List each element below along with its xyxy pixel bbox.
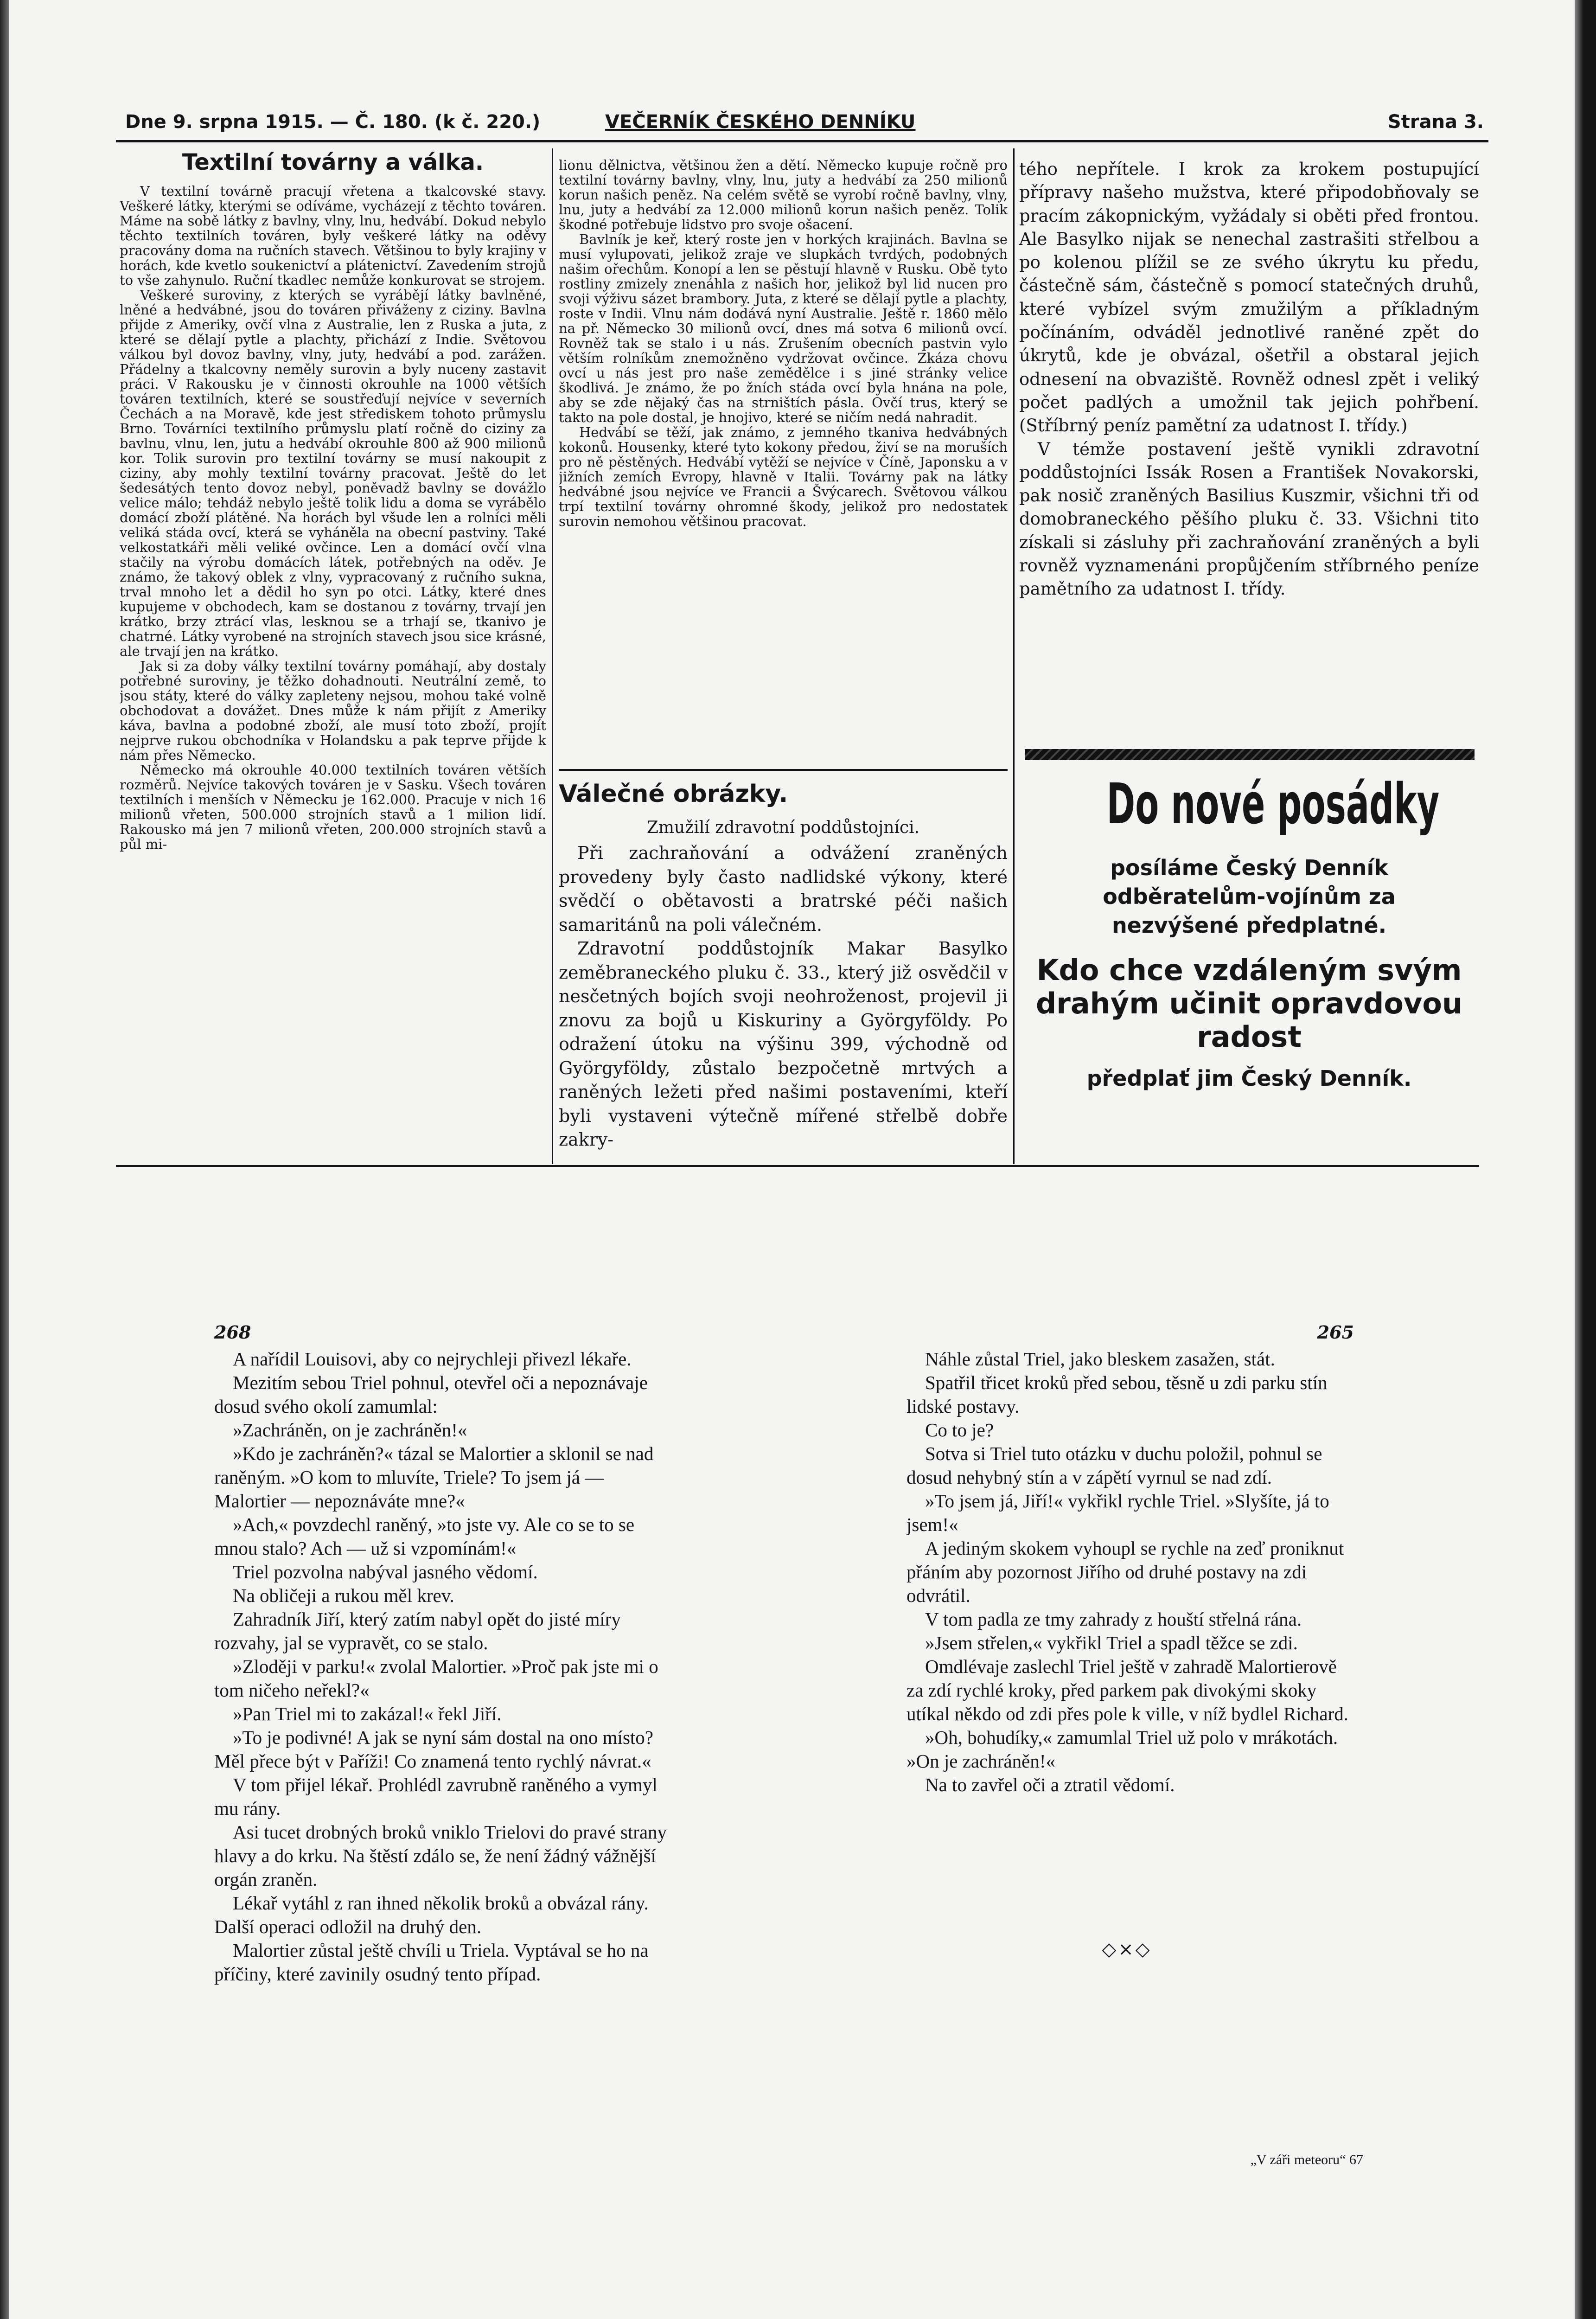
ad-line: radost — [1197, 1020, 1302, 1054]
article-war-pictures — [559, 779, 1008, 1164]
paragraph: Sotva si Triel tuto otázku v duchu položil, pohnul se dosud nehybný stín a v zápětí vyrnul se nad zdí. — [907, 1443, 1322, 1488]
paragraph: Spatřil třicet kroků před sebou, těsně u zdi parku stín lidské postavy. — [907, 1372, 1328, 1417]
article-war-continued — [1019, 158, 1479, 726]
paragraph: Jak si za doby války textilní továrny pomáhají, aby dostaly potřebné suroviny, je těžko dohadnouti. Neutrální země, to jsou státy, které do války zapleteny nejsou, mohou také volně obchodovat a dovážet. Dnes může k nám přijít z Ameriky káva, bavlna a podobné zboží, ale musí toto zboží, projít nejprve rukou obchodníka v Holandsku a pak teprve přijde k nám přes Německo. — [120, 658, 546, 763]
paragraph: »To jsem já, Jiří!« vykřikl rychle Triel. »Slyšíte, já to jsem!« — [907, 1490, 1329, 1535]
ad-line: předplať jim Český Denník. — [1086, 1066, 1412, 1091]
paragraph: »Zachráněn, on je zachráněn!« — [233, 1419, 467, 1441]
paragraph: Lékař vytáhl z ran ihned několik broků a obvázal rány. Další operaci odložil na druhý den. — [214, 1892, 649, 1937]
article-title: Textilní továrny a válka. — [182, 149, 484, 175]
book-footer: „V záři meteoru“ 67 — [1250, 2152, 1363, 2167]
column-rule-1 — [552, 148, 553, 1164]
paragraph: A nařídil Louisovi, aby co nejrychleji přivezl lékaře. — [233, 1348, 632, 1370]
paragraph: Hedvábí se těží, jak známo, z jemného tkaniva hedvábných kokonů. Housenky, které tyto kokony předou, živí se na moruších pro ně pěstěných. Hedvábí vytěží se nejvíce v Číně, Japonsku a v jižních zemích Evropy, hlavně v Italii. Továrny pak na látky hedvábné jsou nejvíce ve Francii a Švýcarech. Světovou válkou trpí textilní továrny ohromné škody, jelikož pro nedostatek surovin nemohou většinou pracovat. — [559, 424, 1008, 529]
paragraph: Náhle zůstal Triel, jako bleskem zasažen, stát. — [925, 1348, 1275, 1370]
book-page-left — [214, 1347, 678, 2164]
subscription-ad — [1019, 770, 1479, 1141]
issue-date: Dne 9. srpna 1915. — Č. 180. (k č. 220.) — [125, 111, 541, 133]
paragraph: »Pan Triel mi to zakázal!« řekl Jiří. — [233, 1703, 502, 1724]
paragraph: »To je podivné! A jak se nyní sám dostal na ono místo? Měl přece být v Paříži! Co znamená tento rychlý návrat.« — [214, 1727, 653, 1772]
page-number: Strana 3. — [1387, 111, 1484, 133]
section-title: Válečné obrázky. — [559, 780, 788, 808]
paragraph: lionu dělnictva, většinou žen a dětí. Německo kupuje ročně pro textilní továrny bavlny, vlny, lnu, juty a hedvábí za 250 milionů korun našich peněz. Na celém světě se vyrobí ročně bavlny, vlny, lnu, juty a hedvábí za 12.000 milionů korun našich peněz. Tolik škodné potřebuje lidstvo pro svoje ošacení. — [559, 158, 1008, 232]
paragraph: »Jsem střelen,« vykřikl Triel a spadl těžce se zdi. — [925, 1632, 1298, 1653]
ornament-divider: ◇⨯◇ — [1102, 1939, 1152, 1960]
paragraph: Zdravotní poddůstojník Makar Basylko zeměbraneckého pluku č. 33., který již osvědčil v nesčetných bojích svoji neohroženost, projevil ji znovu za bojů u Kiskuriny a Györgyföldy. Po odražení útoku na výšinu 399, východně od Györgyföldy, zůstalo bezpočetně mrtvých a raněných ležeti před našimi postaveními, kteří byli vystaveni výtečně mířené střelbě dobře zakry- — [559, 938, 1008, 1150]
paragraph: V témže postavení ještě vynikli zdravotní poddůstojníci Issák Rosen a František Novakorski, pak nosič zraněných Basilius Kuszmir, všichni tři od domobraneckého pěšího pluku č. 33. Všichni tito získali si zásluhy při zachraňování zraněných a byli rovněž vyznamenáni propůjčením stříbrného peníze pamětního za udatnost I. třídy. — [1019, 439, 1479, 599]
ad-line: Kdo chce vzdáleným svým — [1036, 953, 1462, 987]
scan-edge-right — [1575, 0, 1596, 2319]
paragraph: »Zloději v parku!« zvolal Malortier. »Proč pak jste mi o tom ničeho neřekl?« — [214, 1656, 658, 1701]
ad-headline: Do nové posádky — [1106, 772, 1440, 837]
book-page-number-left: 268 — [214, 1322, 251, 1343]
paragraph: Na obličeji a rukou měl krev. — [233, 1585, 454, 1606]
paragraph: Omdlévaje zaslechl Triel ještě v zahradě Malortierově za zdí rychlé kroky, před parkem pak divokými skoky utíkal někdo od zdi přes pole k ville, v níž bydlel Richard. — [907, 1656, 1349, 1724]
article-textile-continued — [559, 158, 1008, 761]
header-rule — [116, 140, 1488, 142]
paragraph: V tom přijel lékař. Prohlédl zavrubně raněného a vymyl mu rány. — [214, 1774, 658, 1819]
scan-edge-left — [0, 0, 9, 2319]
paragraph: »Oh, bohudíky,« zamumlal Triel už polo v mrákotách. »On je zachráněn!« — [907, 1727, 1338, 1772]
paragraph: Co to je? — [925, 1419, 994, 1441]
paragraph: Zahradník Jiří, který zatím nabyl opět do jisté míry rozvahy, jal se vypravět, co se stalo. — [214, 1608, 621, 1653]
newspaper-title: VEČERNÍK ČESKÉHO DENNÍKU — [605, 111, 916, 133]
article-textile-column — [120, 148, 546, 1164]
paragraph: Malortier zůstal ještě chvíli u Triela. Vyptával se ho na příčiny, které zavinily osudný tento případ. — [214, 1940, 649, 1985]
paragraph: Triel pozvolna nabýval jasného vědomí. — [233, 1561, 538, 1582]
ad-line: nezvýšené předplatné. — [1111, 913, 1387, 938]
paragraph: Bavlník je keř, který roste jen v horkých krajinách. Bavlna se musí vylupovati, jelikož zraje ve slupkách tvrdých, podobných našim ořechům. Konopí a len se pěstují hlavně v Rusku. Obě tyto rostliny zmizely znenáhla z našich hor, jelikož byl lid nucen pro svoji výživu sázet brambory. Juta, z které se dělají pytle a plachty, roste v Indii. Vlnu nám dodává nyní Australie. Ještě r. 1860 mělo na př. Německo 30 milionů ovcí, dnes má sotva 6 milionů ovcí. Rovněž tak se stalo i u nás. Zrušením obecních pastvin vylo větším rolníkům znemožněno vydržovat ovčince. Zkáza chovu ovcí u nás jest pro naše zemědělce i s jiné stránky velice škodlivá. Je známo, že po žních stáda ovcí byla hnána na pole, aby se zde nějaký čas na strništích pásla. Ovčí trus, který se takto na pole dostal, je hnojivo, které se ničím nedá nahradit. — [559, 231, 1008, 425]
paragraph: Veškeré suroviny, z kterých se vyrábějí látky bavlněné, lněné a hedvábné, jsou do továren přiváženy z ciziny. Bavlna přijde z Ameriky, ovčí vlna z Australie, len z Ruska a juta, z které se dělají pytle a plachty, přichází z Indie. Světovou válkou byl dovoz bavlny, vlny, juty, hedvábí a pod. zarážen. Přádelny a tkalcovny neměly surovin a byly nuceny zastavit práci. V Rakousku je v činnosti okrouhle na 1000 větších továren textilních, které se soustřeďují nejvíce v severních Čechách a na Moravě, kde jest střediskem tohoto průmyslu Brno. Továrníci textilního průmyslu platí ročně do ciziny za bavlnu, vlnu, len, jutu a hedvábí okrouhle 800 až 900 milionů kor. Tolik surovin pro textilní továrny se musí nakoupit z ciziny, aby mohly textilní továrny pracovat. Ještě do let šedesátých tento dovoz nebyl, poněvadž bavlny se dovážlo velice málo; tehdáž nebylo ještě tolik lidu a doma se vyrábělo domácí zboží plátěné. Na horách byl všude len a rolníci měli veliká stáda ovcí, která se vyháněla na obecní pastviny. Také velkostatkáři měli veliké ovčince. Len a domácí ovčí vlna stačily na výrobu domácích látek, potřebných na oděv. Je známo, že takový oblek z vlny, vypracovaný z ručního sukna, trval mnoho let a dědil ho syn po otci. Látky, které dnes kupujeme v obchodech, kam se dostanou z továrny, trvají jen krátko, brzy ztrácí vlas, lesknou se a trhají se, tkanivo je chatrné. Látky vyrobené na strojních stavech jsou sice krásné, ale trvají jen na krátko. — [120, 287, 546, 659]
column-rule-2 — [1013, 148, 1015, 1164]
paragraph: Asi tucet drobných broků vniklo Trielovi do pravé strany hlavy a do krku. Na štěstí zdálo se, že není žádný vážnější orgán zraněn. — [214, 1821, 667, 1890]
paragraph: tého nepřítele. I krok za krokem postupující přípravy našeho mužstva, které připodobňovaly se pracím zákopnickým, vyžádaly si oběti před frontou. Ale Basylko nijak se nenechal zastrašiti střelbou a po kolenou plížil se ze svého úkrytu ku předu, částečně sám, částečně s pomocí statečných druhů, které vybízel svým zmužilým a příkladným počínáním, odváděl jednotlivé raněné zpět do úkrytů, kde je obvázal, ošetřil a obstaral jejich odnesení na obvaziště. Rovněž odnesl zpět i veliký počet padlých a umožnil tak jejich pohřbení. (Stříbrný peníz pamětní za udatnost I. třídy.) — [1019, 159, 1479, 436]
paragraph: A jediným skokem vyhoupl se rychle na zeď proniknut přáním aby pozornost Jiřího od druhé postavy na zdi odvrátil. — [907, 1537, 1344, 1606]
ad-line: odběratelům-vojínům za — [1103, 884, 1396, 909]
book-page-right — [907, 1347, 1356, 1927]
paragraph: Na to zavřel oči a ztratil vědomí. — [925, 1774, 1175, 1795]
book-page-number-right: 265 — [1317, 1322, 1354, 1343]
bottom-rule — [116, 1165, 1479, 1167]
paragraph: »Ach,« povzdechl raněný, »to jste vy. Ale co se to se mnou stalo? Ach — už si vzpomínám!« — [214, 1514, 635, 1559]
newspaper-header — [121, 108, 1484, 140]
ad-top-border — [1025, 749, 1475, 760]
paragraph: Mezitím sebou Triel pohnul, otevřel oči a nepoznávaje dosud svého okolí zamumlal: — [214, 1372, 648, 1417]
ad-line: posíláme Český Denník — [1110, 855, 1388, 880]
paragraph: V tom padla ze tmy zahrady z houští střelná rána. — [925, 1608, 1302, 1630]
paragraph: Německo má okrouhle 40.000 textilních továren větších rozměrů. Nejvíce takových továren je v Sasku. Všech továren textilních i menších v Německu je 162.000. Pracuje v nich 16 milionů vřeten, 500.000 strojních stavů a 1 milion lidí. Rakousko má jen 7 milionů vřeten, 200.000 strojních stavů a půl mi- — [120, 762, 546, 852]
paragraph: V textilní továrně pracují vřetena a tkalcovské stavy. Veškeré látky, kterými se odíváme, vycházejí z těchto továren. Máme na sobě látky z bavlny, vlny, lnu, hedvábí. Dokud nebylo těchto textilních továren, byly veškeré látky na oděvy pracovány doma na ručních stavech. Většinou to byly krajiny v horách, kde kvetlo soukenictví a plátenictví. Zavedením strojů to vše zahynulo. Ruční tkadlec nemůže konkurovat se strojem. — [120, 183, 546, 288]
article-subtitle: Zmužilí zdravotní poddůstojníci. — [646, 818, 920, 837]
ad-line: drahým učinit opravdovou — [1035, 987, 1463, 1020]
paragraph: »Kdo je zachráněn?« tázal se Malortier a sklonil se nad raněným. »O kom to mluvíte, Triele? To jsem já — Malortier — nepoznáváte mne?« — [214, 1443, 654, 1512]
article-divider — [559, 769, 1008, 771]
paragraph: Při zachraňování a odvážení zraněných provedeny byly často nadlidské výkony, které svědčí o obětavosti a bratrské péči našich samaritánů na poli válečném. — [559, 843, 1008, 935]
